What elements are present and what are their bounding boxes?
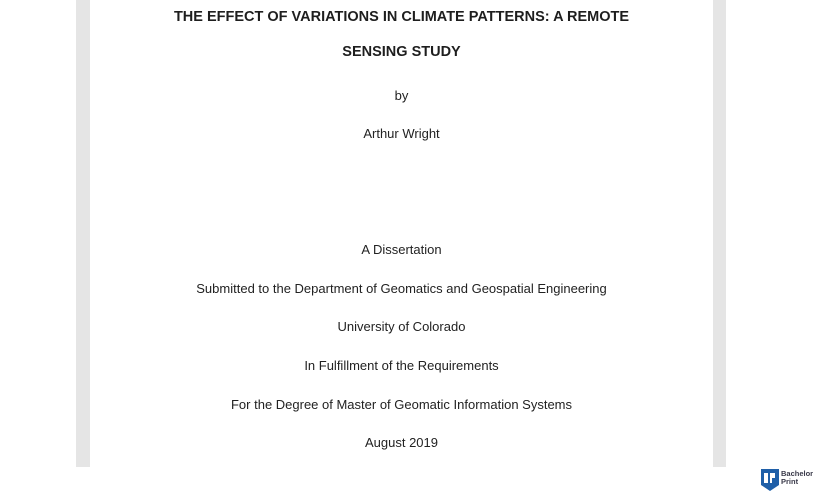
brand-name-line-1: Bachelor xyxy=(781,469,814,478)
degree-line: For the Degree of Master of Geomatic Information Systems xyxy=(230,397,573,412)
title-line-1: THE EFFECT OF VARIATIONS IN CLIMATE PATTERNS: A REMOTE xyxy=(173,9,630,25)
document-page xyxy=(90,0,713,467)
university-line: University of Colorado xyxy=(337,319,466,334)
title-line-2: SENSING STUDY xyxy=(342,44,461,60)
brand-name xyxy=(781,470,813,486)
brand-name-line-2: Print xyxy=(781,477,799,486)
bachelorprint-logo-icon xyxy=(759,466,781,492)
document-type: A Dissertation xyxy=(361,242,442,257)
by-line: by xyxy=(394,88,409,103)
submitted-to-line: Submitted to the Department of Geomatics and Geospatial Engineering xyxy=(196,281,607,296)
brand-watermark xyxy=(759,466,821,492)
fulfillment-line: In Fulfillment of the Requirements xyxy=(304,358,499,373)
author-name: Arthur Wright xyxy=(363,126,440,141)
date-line: August 2019 xyxy=(364,435,438,450)
